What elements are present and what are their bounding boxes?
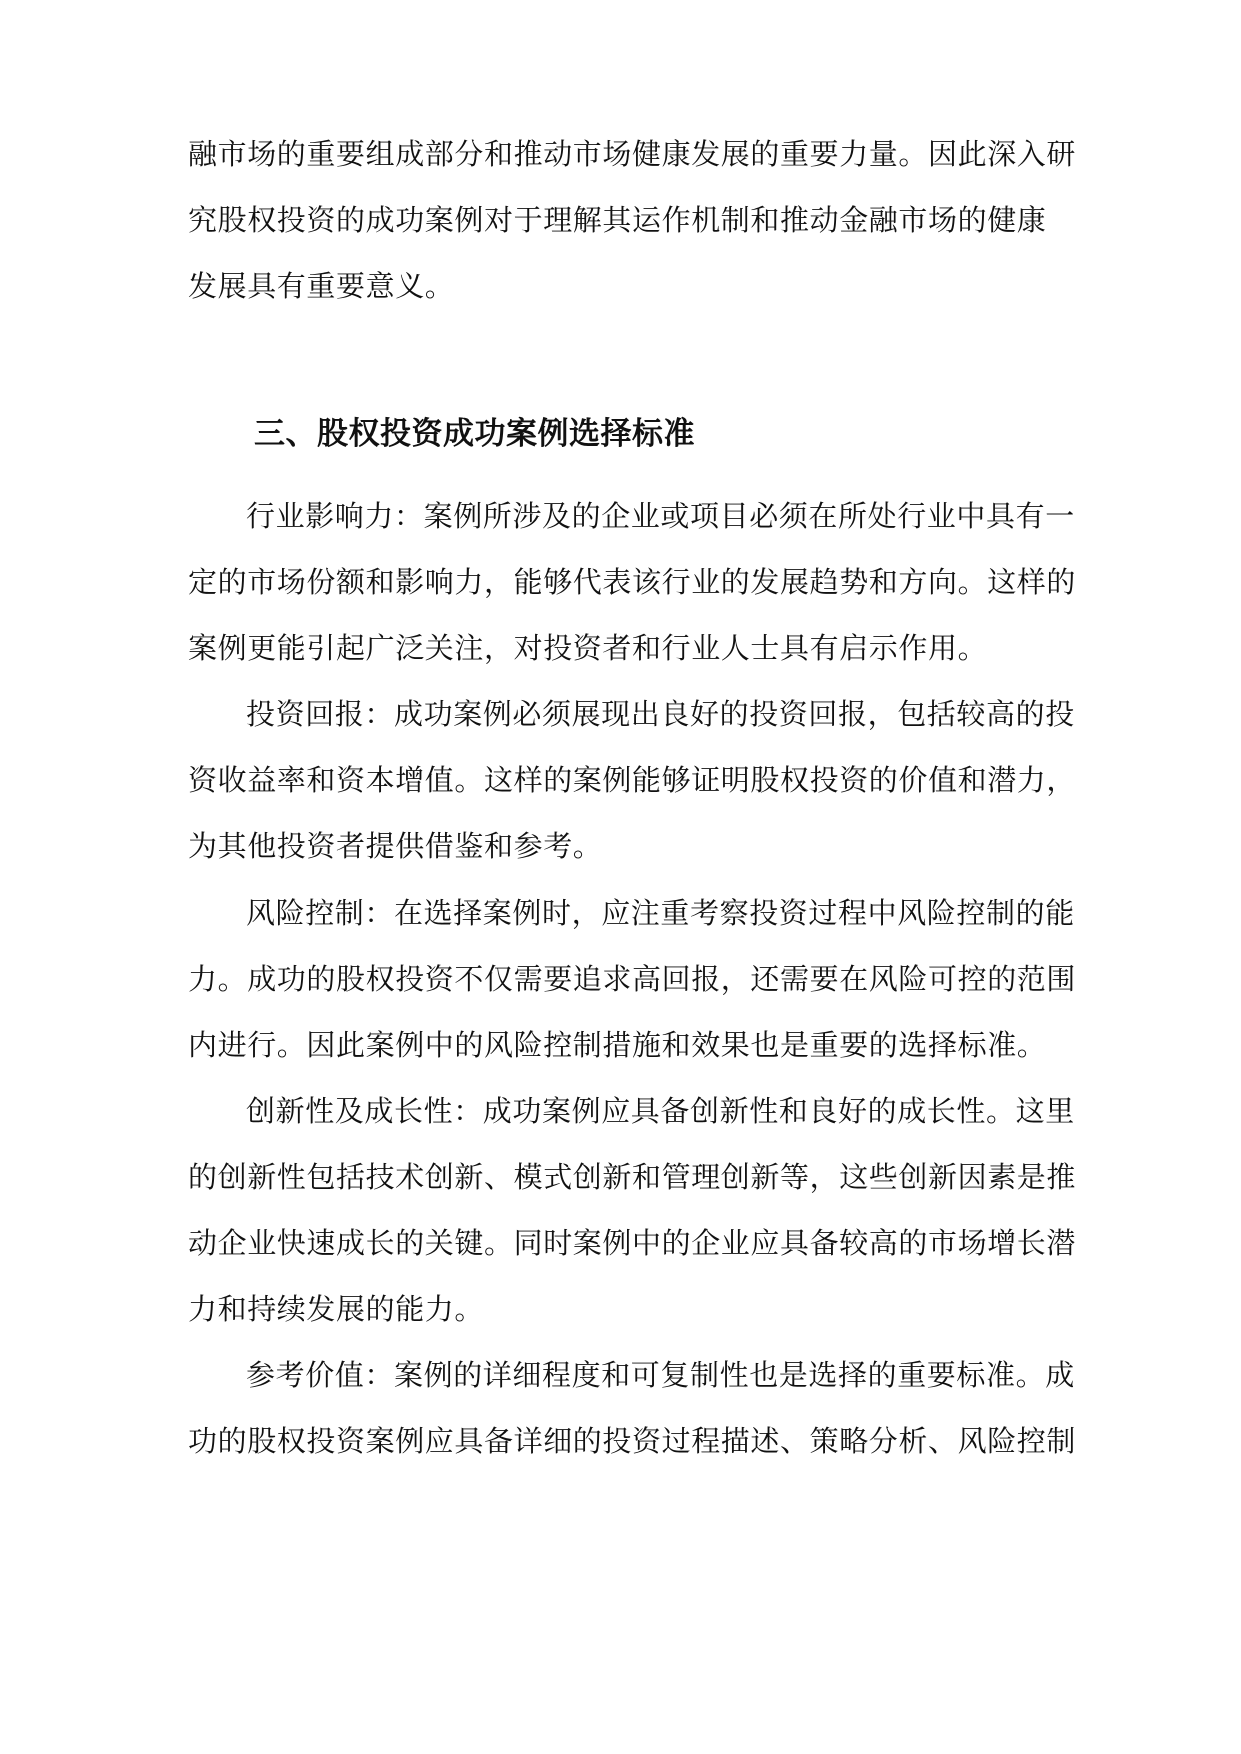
text-line: 行业影响力：案例所涉及的企业或项目必须在所处行业中具有一 (246, 499, 1075, 533)
text-line: 的创新性包括技术创新、模式创新和管理创新等，这些创新因素是推 (188, 1160, 1077, 1194)
text-line: 参考价值：案例的详细程度和可复制性也是选择的重要标准。成 (246, 1358, 1075, 1392)
text-line: 定的市场份额和影响力，能够代表该行业的发展趋势和方向。这样的 (188, 565, 1077, 599)
text-line: 力。成功的股权投资不仅需要追求高回报，还需要在风险可控的范围 (188, 962, 1077, 996)
text-line: 内进行。因此案例中的风险控制措施和效果也是重要的选择标准。 (188, 1028, 1047, 1062)
section-heading: 三、股权投资成功案例选择标准 (254, 416, 695, 452)
text-line: 案例更能引起广泛关注，对投资者和行业人士具有启示作用。 (188, 631, 988, 665)
text-line: 创新性及成长性：成功案例应具备创新性和良好的成长性。这里 (246, 1094, 1075, 1128)
text-line: 融市场的重要组成部分和推动市场健康发展的重要力量。因此深入研 (188, 137, 1077, 171)
text-line: 动企业快速成长的关键。同时案例中的企业应具备较高的市场增长潜 (188, 1226, 1077, 1260)
text-line: 力和持续发展的能力。 (188, 1292, 485, 1326)
text-line: 发展具有重要意义。 (188, 269, 455, 303)
text-line: 功的股权投资案例应具备详细的投资过程描述、策略分析、风险控制 (188, 1424, 1077, 1458)
text-line: 资收益率和资本增值。这样的案例能够证明股权投资的价值和潜力， (188, 763, 1077, 797)
text-line: 究股权投资的成功案例对于理解其运作机制和推动金融市场的健康 (188, 203, 1047, 237)
text-line: 为其他投资者提供借鉴和参考。 (188, 829, 603, 863)
text-line: 投资回报：成功案例必须展现出良好的投资回报，包括较高的投 (246, 697, 1075, 731)
text-line: 风险控制：在选择案例时，应注重考察投资过程中风险控制的能 (246, 896, 1075, 930)
